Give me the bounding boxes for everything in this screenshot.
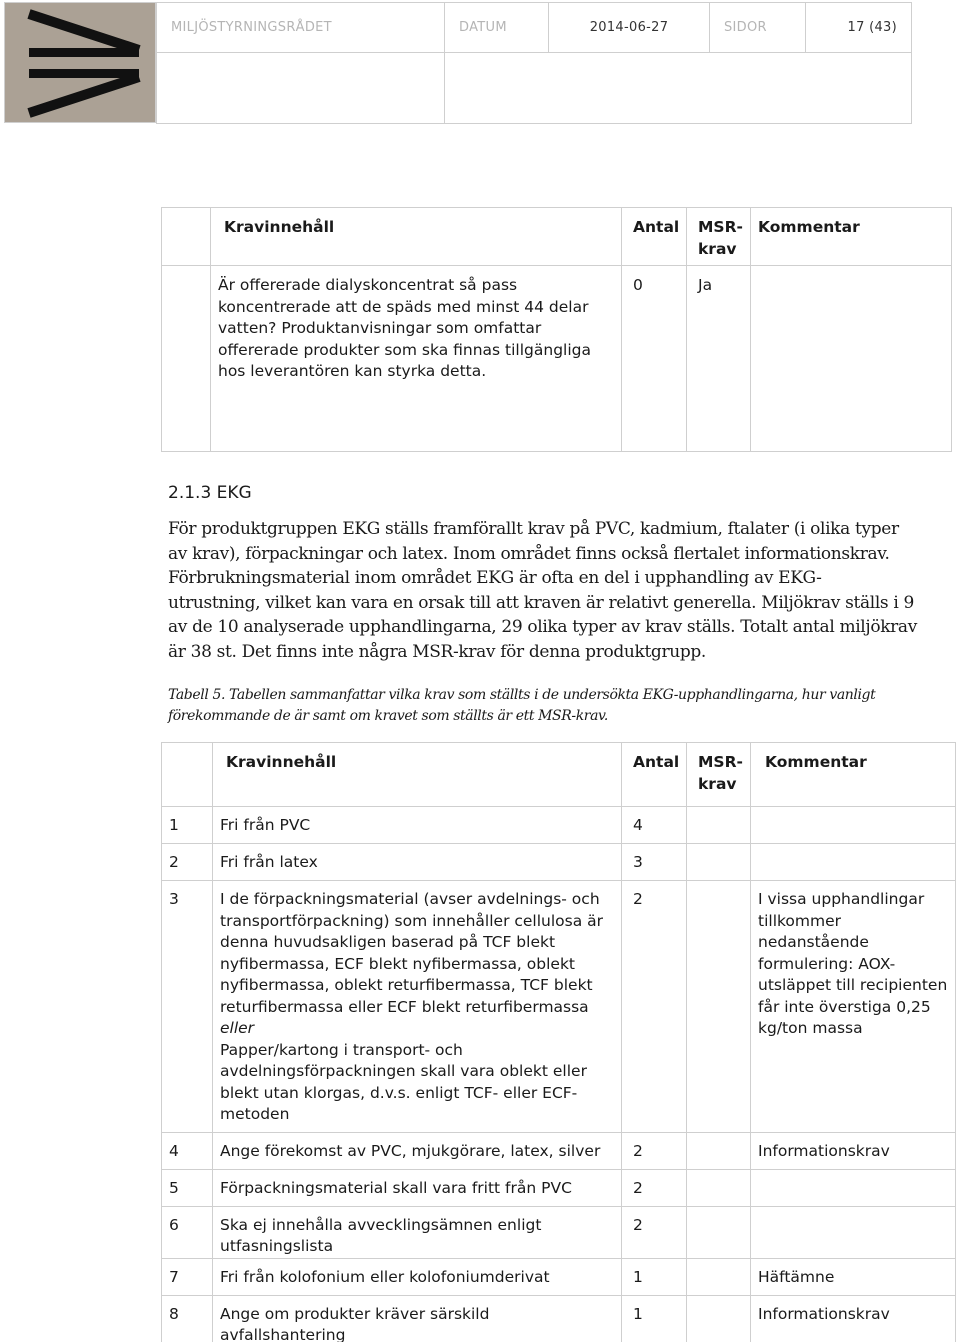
pages-value: 17 (43) — [806, 3, 912, 53]
caption-line: Tabell 5. Tabellen sammanfattar vilka krav som ställts i de undersökta EKG-upphandlingarna, hur vanligt — [168, 687, 876, 703]
row-content-part: I de förpackningsmaterial (avser avdelnings- och transportförpackning) som innehåller cellulosa är denna huvudsakligen baserad på TCF blekt nyfibermassa, ECF blekt nyfibermassa, oblekt nyfibermassa, oblekt returfibermassa, TCF blekt returfibermassa eller ECF blekt returfibermassa — [220, 890, 604, 1016]
row-comment — [751, 844, 956, 881]
table-row — [162, 844, 956, 881]
col-content-header: Kravinnehåll — [213, 743, 622, 807]
row-num: 3 — [162, 881, 213, 1133]
row-num: 7 — [162, 1258, 213, 1295]
row-num: 2 — [162, 844, 213, 881]
paragraph-line: För produktgruppen EKG ställs framförallt krav på PVC, kadmium, ftalater (i olika typer — [168, 519, 899, 539]
row-comment: Informationskrav — [751, 1295, 956, 1342]
row-count: 2 — [622, 1169, 687, 1206]
row-num: 1 — [162, 807, 213, 844]
row-count: 3 — [622, 844, 687, 881]
row-msr — [687, 1295, 751, 1342]
row-num — [162, 266, 211, 452]
col-comment-header: Kommentar — [751, 743, 956, 807]
row-count: 1 — [622, 1258, 687, 1295]
row-comment — [751, 807, 956, 844]
paragraph-line: är 38 st. Det finns inte några MSR-krav för denna produktgrupp. — [168, 641, 706, 662]
col-num-header — [162, 208, 211, 266]
date-label: DATUM — [445, 3, 549, 53]
table-row — [162, 807, 956, 844]
header-empty-cell — [157, 53, 445, 124]
ekg-requirements-table — [161, 742, 956, 1342]
row-content: Ange förekomst av PVC, mjukgörare, latex, silver — [213, 1132, 622, 1169]
row-comment: Informationskrav — [751, 1132, 956, 1169]
row-msr — [687, 1169, 751, 1206]
row-msr — [687, 1206, 751, 1258]
row-comment — [751, 266, 952, 452]
col-count-header: Antal — [622, 743, 687, 807]
org-name: MILJÖSTYRNINGSRÅDET — [157, 3, 445, 53]
msr-logo-icon — [5, 3, 157, 124]
col-comment-header: Kommentar — [751, 208, 952, 266]
col-num-header — [162, 743, 213, 807]
row-comment: Häftämne — [751, 1258, 956, 1295]
row-content — [213, 881, 622, 1133]
logo-box — [4, 2, 156, 123]
table-row — [162, 881, 956, 1133]
row-msr — [687, 1258, 751, 1295]
row-comment: I vissa upphandlingar tillkommer nedanstående formulering: AOX-utsläppet till recipienten får inte överstiga 0,25 kg/ton massa — [751, 881, 956, 1133]
row-comment — [751, 1206, 956, 1258]
row-count: 2 — [622, 1132, 687, 1169]
row-count: 0 — [622, 266, 687, 452]
row-num: 4 — [162, 1132, 213, 1169]
table-row — [162, 1132, 956, 1169]
row-count: 4 — [622, 807, 687, 844]
paragraph-line: utrustning, vilket kan vara en orsak till att kraven är relativt generella. Miljökrav ställs i 9 — [168, 592, 914, 613]
row-content: Är offererade dialyskoncentrat så pass koncentrerade att de späds med minst 44 delar vatten? Produktanvisningar som omfattar offererade produkter som ska finnas tillgängliga hos leverantören kan styrka detta. — [211, 266, 622, 452]
caption-line: förekommande de är samt om kravet som ställts är ett MSR-krav. — [168, 708, 608, 724]
row-content-or: eller — [220, 1019, 255, 1037]
row-count: 2 — [622, 1206, 687, 1258]
col-msr-header: MSR-krav — [687, 743, 751, 807]
row-msr — [687, 844, 751, 881]
col-content-header: Kravinnehåll — [211, 208, 622, 266]
header-empty-cell — [445, 53, 912, 124]
table-caption — [168, 685, 928, 727]
row-count: 2 — [622, 881, 687, 1133]
date-value: 2014-06-27 — [549, 3, 710, 53]
row-num: 5 — [162, 1169, 213, 1206]
pages-label: SIDOR — [710, 3, 806, 53]
row-content: Ska ej innehålla avvecklingsämnen enligt utfasningslista — [213, 1206, 622, 1258]
row-msr — [687, 881, 751, 1133]
table-row — [162, 1169, 956, 1206]
col-msr-header: MSR-krav — [687, 208, 751, 266]
row-content: Förpackningsmaterial skall vara fritt från PVC — [213, 1169, 622, 1206]
row-comment — [751, 1169, 956, 1206]
row-content: Ange om produkter kräver särskild avfallshantering — [213, 1295, 622, 1342]
row-content: Fri från PVC — [213, 807, 622, 844]
row-msr — [687, 807, 751, 844]
page-header — [156, 2, 912, 124]
row-num: 6 — [162, 1206, 213, 1258]
row-content-part: Papper/kartong i transport- och avdelningsförpackningen skall vara oblekt eller blekt utan klorgas, d.v.s. enligt TCF- eller ECF-metoden — [220, 1040, 587, 1123]
row-num: 8 — [162, 1295, 213, 1342]
row-content: Fri från kolofonium eller kolofoniumderivat — [213, 1258, 622, 1295]
col-count-header: Antal — [622, 208, 687, 266]
section-paragraph — [168, 517, 928, 664]
row-msr: Ja — [687, 266, 751, 452]
row-msr — [687, 1132, 751, 1169]
table-row — [162, 1295, 956, 1342]
row-content: Fri från latex — [213, 844, 622, 881]
paragraph-line: av krav), förpackningar och latex. Inom området finns också flertalet informationskrav. — [168, 543, 890, 564]
requirements-table-continued — [161, 207, 952, 452]
table-row — [162, 1206, 956, 1258]
paragraph-line: Förbrukningsmaterial inom området EKG är ofta en del i upphandling av EKG- — [168, 568, 822, 588]
table-row — [162, 1258, 956, 1295]
row-count: 1 — [622, 1295, 687, 1342]
paragraph-line: av de 10 analyserade upphandlingarna, 29 olika typer av krav ställs. Totalt antal miljökrav — [168, 617, 917, 637]
section-heading: 2.1.3 EKG — [168, 483, 252, 503]
